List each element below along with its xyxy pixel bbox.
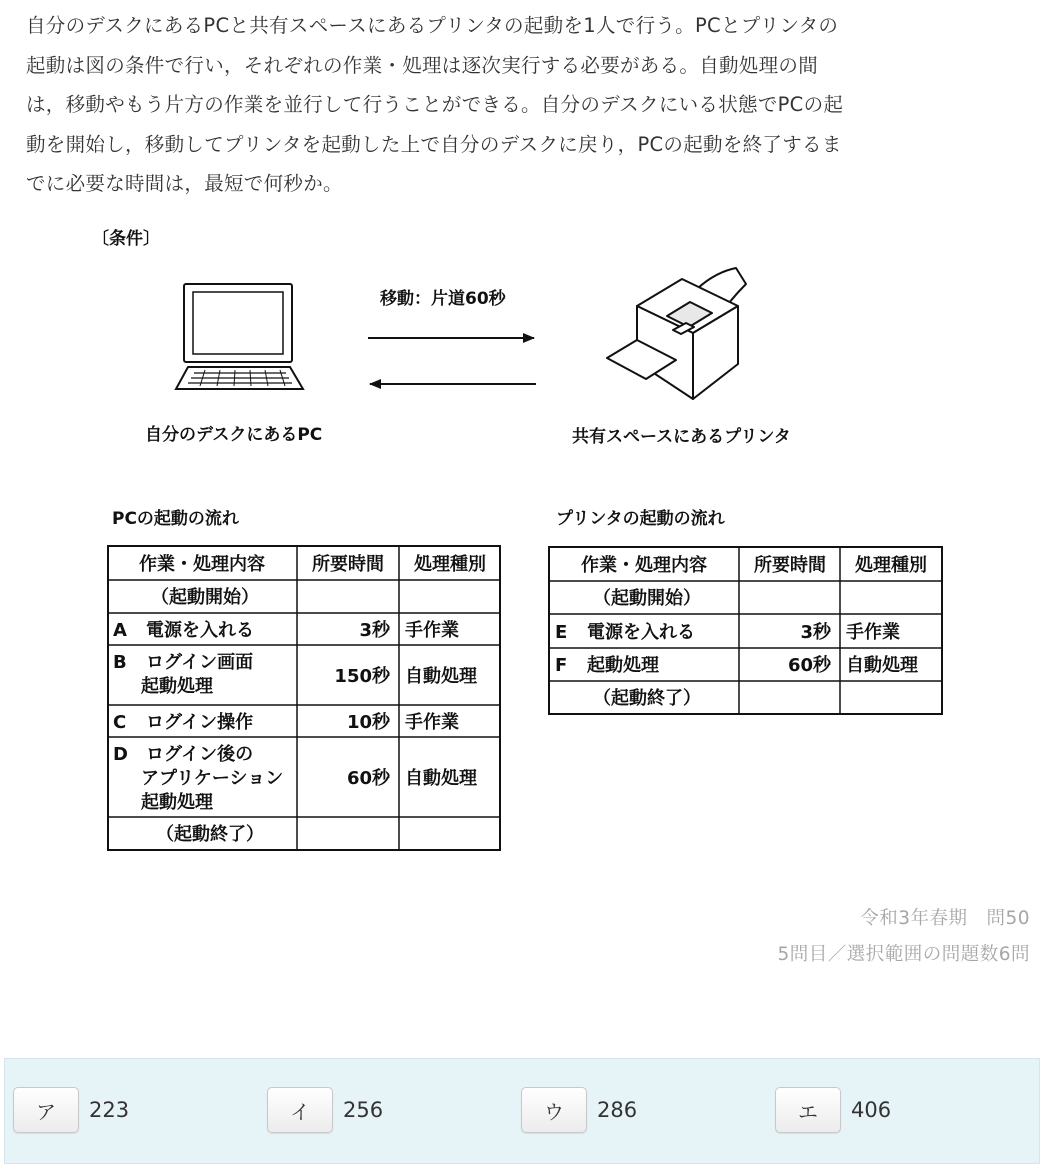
printer-end-row: （起動終了）: [593, 688, 701, 709]
choice-i-button[interactable]: イ: [267, 1087, 333, 1133]
printer-row-task: 起動処理: [587, 655, 659, 676]
printer-header-type: 処理種別: [855, 555, 927, 576]
choice-a-value: 223: [89, 1098, 130, 1122]
pc-row-task: 起動処理: [141, 792, 213, 813]
pc-row-type: 手作業: [405, 712, 459, 733]
pc-end-row: （起動終了）: [156, 824, 264, 845]
pc-row-task: アプリケーション: [141, 768, 284, 789]
pc-icon: [176, 284, 303, 389]
pc-row-type: 自動処理: [405, 768, 477, 789]
printer-row-time: 3秒: [800, 622, 831, 643]
choice-e-button[interactable]: エ: [775, 1087, 841, 1133]
pc-row-id: D: [113, 744, 128, 765]
pc-row-task: ログイン後の: [146, 744, 254, 765]
pc-row-time: 10秒: [346, 712, 390, 733]
question-progress: 5問目／選択範囲の問題数6問: [777, 944, 1030, 965]
printer-row-type: 自動処理: [846, 655, 918, 676]
pc-row-task: 起動処理: [141, 676, 213, 697]
pc-row-id: C: [113, 712, 127, 733]
choice-i: [267, 1087, 383, 1133]
conditions-label: 〔条件〕: [92, 229, 160, 249]
pc-row-task: ログイン画面: [146, 652, 254, 673]
printer-row-time: 60秒: [787, 655, 831, 676]
answer-choices: [4, 1058, 1040, 1164]
question-line: でに必要な時間は，最短で何秒か。: [26, 172, 343, 195]
choice-e-value: 406: [851, 1098, 892, 1122]
choice-i-value: 256: [343, 1098, 384, 1122]
pc-header-time: 所要時間: [312, 554, 384, 575]
printer-header-time: 所要時間: [754, 555, 826, 576]
question-line: 動を開始し，移動してプリンタを起動した上で自分のデスクに戻り，PCの起動を終了するま: [26, 132, 842, 156]
pc-header-task: 作業・処理内容: [139, 554, 265, 575]
printer-flow-title: プリンタの起動の流れ: [556, 509, 725, 529]
question-line: は，移動やもう片方の作業を並行して行うことができる。自分のデスクにいる状態でPCの起: [26, 93, 844, 116]
choice-u-button[interactable]: ウ: [521, 1087, 587, 1133]
printer-row-task: 電源を入れる: [587, 622, 695, 643]
pc-row-task: 電源を入れる: [146, 620, 254, 641]
printer-flow-table: [549, 508, 942, 714]
printer-row-type: 手作業: [846, 622, 900, 643]
choice-a-button[interactable]: ア: [13, 1087, 79, 1133]
choice-u: [521, 1087, 637, 1133]
pc-row-type: 手作業: [405, 620, 459, 641]
choice-e: [775, 1087, 891, 1133]
pc-label: 自分のデスクにあるPC: [145, 425, 323, 445]
pc-flow-table: [108, 508, 500, 850]
printer-label: 共有スペースにあるプリンタ: [572, 427, 791, 447]
pc-row-time: 3秒: [359, 620, 390, 641]
printer-header-task: 作業・処理内容: [581, 555, 707, 576]
printer-icon: [607, 268, 746, 399]
question-line: 自分のデスクにあるPCと共有スペースにあるプリンタの起動を1人で行う。PCとプリンタの: [26, 14, 839, 37]
printer-row-id: F: [555, 655, 568, 676]
pc-row-id: A: [113, 620, 127, 641]
question-line: 起動は図の条件で行い，それぞれの作業・処理は逐次実行する必要がある。自動処理の間: [26, 53, 818, 77]
pc-row-type: 自動処理: [405, 666, 477, 687]
pc-header-type: 処理種別: [414, 554, 486, 575]
pc-row-id: B: [113, 652, 127, 673]
printer-start-row: （起動開始）: [593, 588, 701, 609]
move-label: 移動：片道60秒: [380, 289, 506, 309]
choice-u-value: 286: [597, 1098, 638, 1122]
choice-a: [13, 1087, 129, 1133]
pc-row-time: 60秒: [346, 768, 390, 789]
pc-row-time: 150秒: [334, 666, 390, 687]
printer-row-id: E: [555, 622, 568, 643]
exam-info: 令和3年春期 問50: [860, 908, 1030, 929]
pc-row-task: ログイン操作: [146, 712, 254, 733]
pc-flow-title: PCの起動の流れ: [112, 509, 239, 529]
pc-start-row: （起動開始）: [151, 587, 259, 608]
question-text: [26, 6, 1030, 204]
